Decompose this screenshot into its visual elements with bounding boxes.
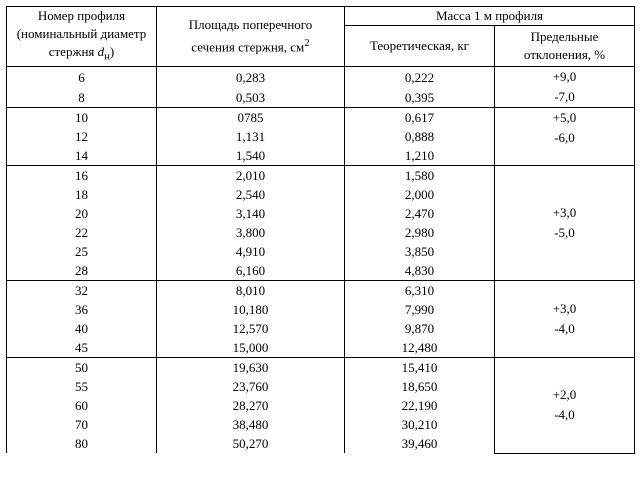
cell-profile-number: 12 — [7, 127, 157, 146]
cell-area: 19,630 — [157, 358, 345, 378]
cell-profile-number: 70 — [7, 415, 157, 434]
cell-profile-number: 25 — [7, 242, 157, 261]
cell-area: 1,540 — [157, 146, 345, 166]
header-mass-group: Масса 1 м профиля — [345, 7, 635, 26]
cell-mass: 4,830 — [345, 261, 495, 281]
cell-mass: 0,395 — [345, 87, 495, 108]
cell-area: 0,283 — [157, 67, 345, 88]
cell-area: 3,800 — [157, 223, 345, 242]
cell-profile-number: 55 — [7, 377, 157, 396]
cell-profile-number: 40 — [7, 319, 157, 338]
cell-mass: 18,650 — [345, 377, 495, 396]
cell-area: 0,503 — [157, 87, 345, 108]
table-row — [7, 67, 635, 88]
cell-profile-number: 18 — [7, 185, 157, 204]
cell-area: 23,760 — [157, 377, 345, 396]
cell-mass: 12,480 — [345, 338, 495, 358]
cell-profile-number: 32 — [7, 281, 157, 301]
header-area: Площадь поперечного сечения стержня, $см^2$ — [157, 7, 345, 67]
cell-profile-number: 20 — [7, 204, 157, 223]
cell-profile-number: 14 — [7, 146, 157, 166]
cell-mass: 39,460 — [345, 434, 495, 453]
table-row — [7, 108, 635, 128]
cell-profile-number: 60 — [7, 396, 157, 415]
cell-area: 38,480 — [157, 415, 345, 434]
profile-mass-table — [6, 6, 635, 454]
cell-deviation: +2,0 -4,0 — [495, 358, 635, 454]
cell-profile-number: 10 — [7, 108, 157, 128]
cell-area: 4,910 — [157, 242, 345, 261]
cell-mass: 22,190 — [345, 396, 495, 415]
header-deviation: Предельные отклонения, % — [495, 26, 635, 67]
cell-deviation: +3,0 -4,0 — [495, 281, 635, 358]
cell-area: 12,570 — [157, 319, 345, 338]
cell-area: 1,131 — [157, 127, 345, 146]
header-mass-theoretical: Теоретическая, кг — [345, 26, 495, 67]
cell-mass: 9,870 — [345, 319, 495, 338]
cell-area: 15,000 — [157, 338, 345, 358]
cell-mass: 30,210 — [345, 415, 495, 434]
cell-area: 8,010 — [157, 281, 345, 301]
cell-profile-number: 28 — [7, 261, 157, 281]
cell-mass: 6,310 — [345, 281, 495, 301]
header-profile-number: Номер профиля (номинальный диаметр стержня $d_н$) — [7, 7, 157, 67]
cell-profile-number: 16 — [7, 166, 157, 186]
cell-profile-number: 36 — [7, 300, 157, 319]
cell-mass: 0,617 — [345, 108, 495, 128]
cell-deviation: +5,0 -6,0 — [495, 108, 635, 166]
cell-profile-number: 45 — [7, 338, 157, 358]
cell-mass: 2,470 — [345, 204, 495, 223]
cell-area: 28,270 — [157, 396, 345, 415]
cell-profile-number: 80 — [7, 434, 157, 453]
cell-mass: 1,580 — [345, 166, 495, 186]
cell-mass: 7,990 — [345, 300, 495, 319]
cell-mass: 1,210 — [345, 146, 495, 166]
table-row — [7, 358, 635, 378]
cell-mass: 0,888 — [345, 127, 495, 146]
cell-area: 2,010 — [157, 166, 345, 186]
cell-area: 2,540 — [157, 185, 345, 204]
cell-mass: 3,850 — [345, 242, 495, 261]
cell-profile-number: 6 — [7, 67, 157, 88]
cell-mass: 0,222 — [345, 67, 495, 88]
table-row — [7, 281, 635, 301]
cell-profile-number: 22 — [7, 223, 157, 242]
cell-profile-number: 50 — [7, 358, 157, 378]
cell-mass: 2,980 — [345, 223, 495, 242]
cell-area: 0785 — [157, 108, 345, 128]
table-row — [7, 166, 635, 186]
cell-deviation: +3,0 -5,0 — [495, 166, 635, 281]
cell-area: 10,180 — [157, 300, 345, 319]
cell-profile-number: 8 — [7, 87, 157, 108]
cell-area: 50,270 — [157, 434, 345, 453]
cell-mass: 15,410 — [345, 358, 495, 378]
cell-deviation: +9,0 -7,0 — [495, 67, 635, 108]
cell-mass: 2,000 — [345, 185, 495, 204]
cell-area: 3,140 — [157, 204, 345, 223]
cell-area: 6,160 — [157, 261, 345, 281]
